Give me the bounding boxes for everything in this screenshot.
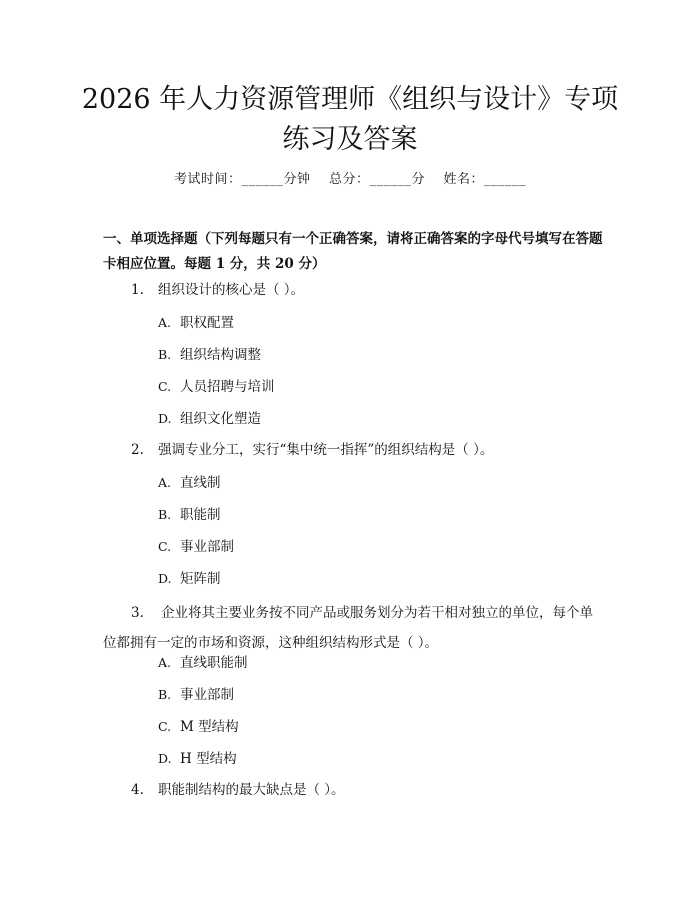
option-letter: A. xyxy=(158,475,172,490)
question-number: 3. xyxy=(131,605,144,621)
option-letter: A. xyxy=(158,655,172,670)
question-text: 职能制结构的最大缺点是（ ）。 xyxy=(158,782,345,798)
exam-meta-line: 考试时间：______分钟 总分：______分 姓名：______ xyxy=(173,172,527,187)
option-letter: A. xyxy=(158,315,172,330)
option-letter: D. xyxy=(158,571,172,586)
option-3a xyxy=(158,653,248,673)
question-3 xyxy=(103,598,603,658)
option-letter: B. xyxy=(158,507,172,522)
title-line-2: 练习及答案 xyxy=(282,124,418,155)
option-2c xyxy=(158,537,234,557)
option-letter: C. xyxy=(158,379,172,394)
option-1b xyxy=(158,345,261,365)
option-1a xyxy=(158,313,234,333)
option-2d xyxy=(158,569,221,589)
option-text: 组织文化塑造 xyxy=(180,411,261,427)
option-text: M 型结构 xyxy=(180,719,239,735)
option-3d xyxy=(158,749,237,769)
title-line-1: 2026 年人力资源管理师《组织与设计》专项 xyxy=(81,84,619,115)
document-title xyxy=(60,80,640,160)
option-3b xyxy=(158,685,234,705)
option-text: 人员招聘与培训 xyxy=(180,379,275,395)
option-1c xyxy=(158,377,275,397)
option-text: 事业部制 xyxy=(180,539,234,555)
section-heading: 一、单项选择题（下列每题只有一个正确答案，请将正确答案的字母代号填写在答题卡相应位置。每题 1 分，共 20 分） xyxy=(103,231,603,272)
option-text: 矩阵制 xyxy=(180,571,221,587)
option-letter: C. xyxy=(158,539,172,554)
option-text: 事业部制 xyxy=(180,687,234,703)
option-text: 职权配置 xyxy=(180,315,234,331)
question-text: 企业将其主要业务按不同产品或服务划分为若干相对独立的单位，每个单位都拥有一定的市场和资源，这种组织结构形式是（ ）。 xyxy=(103,605,594,651)
option-text: 直线职能制 xyxy=(180,655,248,671)
option-letter: D. xyxy=(158,751,172,766)
option-text: H 型结构 xyxy=(180,751,237,767)
question-number: 4. xyxy=(131,782,144,798)
option-text: 组织结构调整 xyxy=(180,347,261,363)
question-number: 1. xyxy=(131,282,144,298)
option-3c xyxy=(158,717,239,737)
option-letter: B. xyxy=(158,347,172,362)
option-text: 直线制 xyxy=(180,475,221,491)
option-letter: C. xyxy=(158,719,172,734)
option-2b xyxy=(158,505,221,525)
option-letter: D. xyxy=(158,411,172,426)
option-letter: B. xyxy=(158,687,172,702)
option-2a xyxy=(158,473,221,493)
option-text: 职能制 xyxy=(180,507,221,523)
question-number: 2. xyxy=(131,442,144,458)
question-text: 组织设计的核心是（ ）。 xyxy=(158,282,305,298)
option-1d xyxy=(158,409,261,429)
question-text: 强调专业分工，实行“集中统一指挥”的组织结构是（ ）。 xyxy=(158,442,494,458)
